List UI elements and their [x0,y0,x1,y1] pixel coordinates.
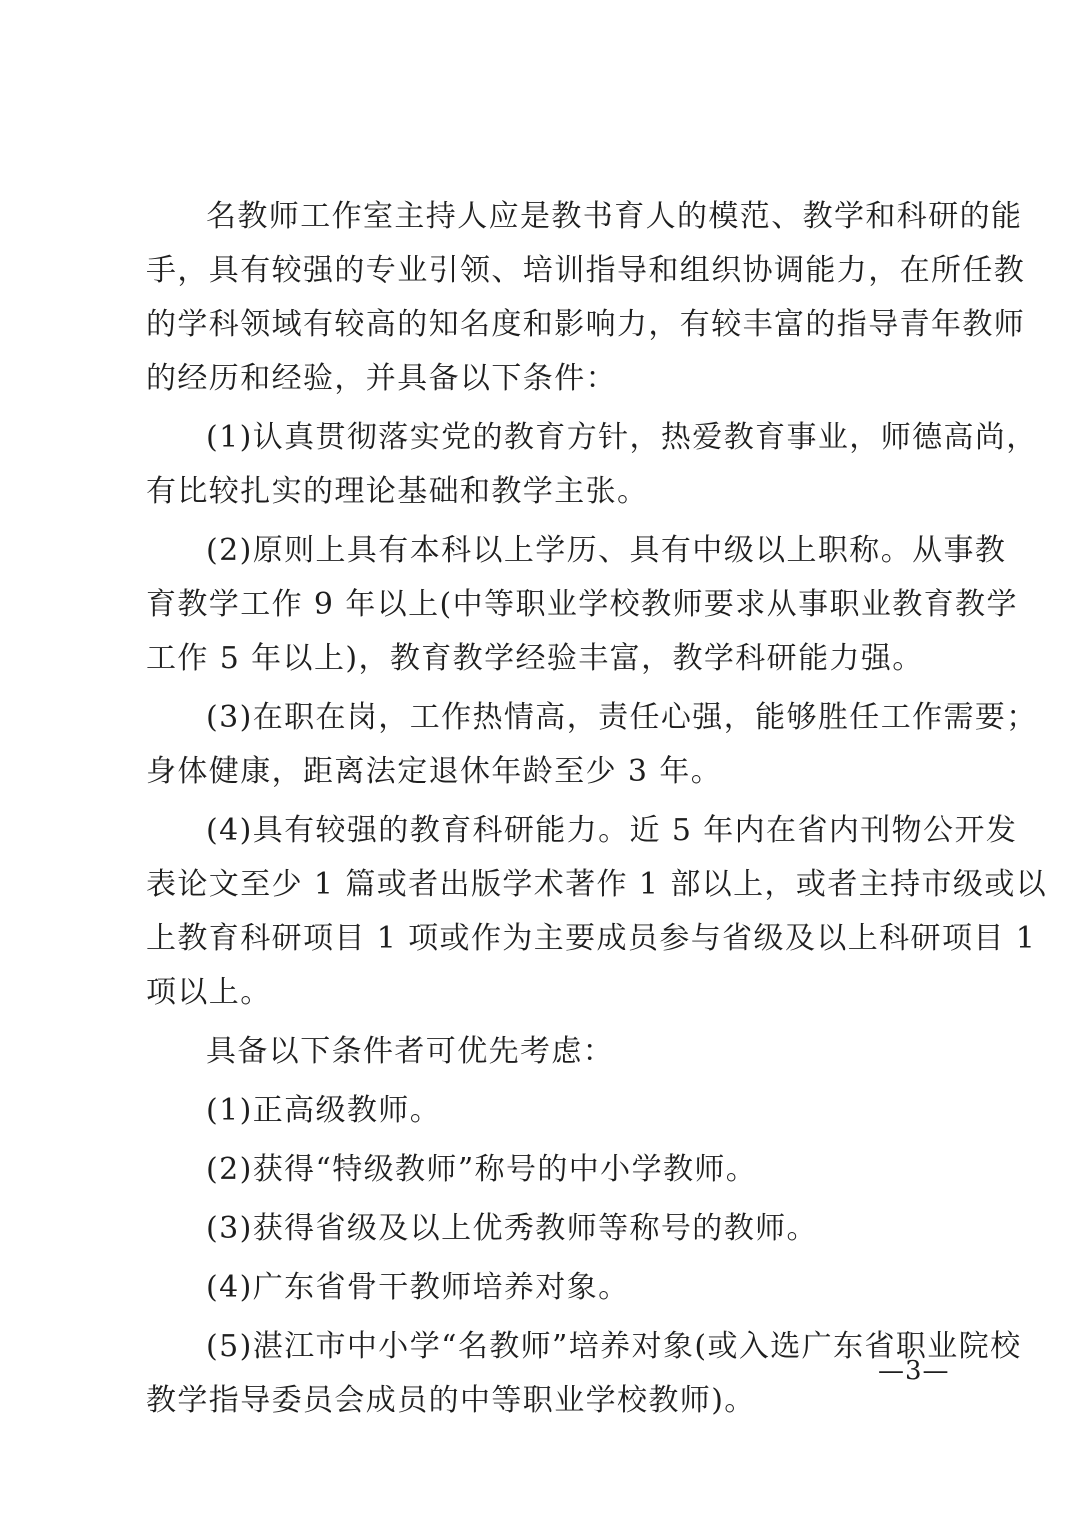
paragraph [146,411,1038,519]
paragraph [146,1320,1022,1428]
paragraph-line: 教学指导委员会成员的中等职业学校教师)。 [146,1383,756,1418]
paragraph-line: (4)具有较强的教育科研能力。近 5 年内在省内刊物公开发 [206,813,1018,848]
paragraph-line: 名教师工作室主持人应是教书育人的模范、教学和科研的能 [206,199,1023,234]
page-number: —3— [878,1356,950,1386]
paragraph-line: 具备以下条件者可优先考虑： [206,1034,615,1069]
paragraph-line: 手，具有较强的专业引领、培训指导和组织协调能力，在所任教 [146,253,1026,288]
paragraph-line: (2)获得“特级教师”称号的中小学教师。 [206,1152,758,1187]
document-body [146,190,1048,1433]
paragraph [146,1025,946,1079]
paragraph-line: 工作 5 年以上)，教育教学经验丰富，教学科研能力强。 [146,641,924,676]
paragraph-line: 上教育科研项目 1 项或作为主要成员参与省级及以上科研项目 1 [146,921,1037,956]
paragraph [146,691,1038,799]
paragraph [146,1202,946,1256]
paragraph [146,190,1026,406]
paragraph [146,1084,946,1138]
paragraph [146,1143,946,1197]
paragraph-line: 有比较扎实的理论基础和教学主张。 [146,474,649,509]
paragraph-line: (1)正高级教师。 [206,1093,442,1128]
paragraph [146,804,1048,1020]
paragraph-line: (5)湛江市中小学“名教师”培养对象(或入选广东省职业院校 [206,1329,1022,1364]
paragraph-line: (1)认真贯彻落实党的教育方针，热爱教育事业，师德高尚， [206,420,1038,455]
paragraph-line: (3)在职在岗，工作热情高，责任心强，能够胜任工作需要； [206,700,1038,735]
paragraph-line: (3)获得省级及以上优秀教师等称号的教师。 [206,1211,818,1246]
paragraph-line: 的经历和经验，并具备以下条件： [146,361,617,396]
paragraph-line: 育教学工作 9 年以上(中等职业学校教师要求从事职业教育教学 [146,587,1018,622]
paragraph-line: (4)广东省骨干教师培养对象。 [206,1270,630,1305]
paragraph [146,524,1018,686]
paragraph [146,1261,946,1315]
paragraph-line: 项以上。 [146,975,272,1010]
paragraph-line: 表论文至少 1 篇或者出版学术著作 1 部以上，或者主持市级或以 [146,867,1048,902]
paragraph-line: 的学科领域有较高的知名度和影响力，有较丰富的指导青年教师 [146,307,1026,342]
paragraph-line: (2)原则上具有本科以上学历、具有中级以上职称。从事教 [206,533,1007,568]
paragraph-line: 身体健康，距离法定退休年龄至少 3 年。 [146,754,723,789]
